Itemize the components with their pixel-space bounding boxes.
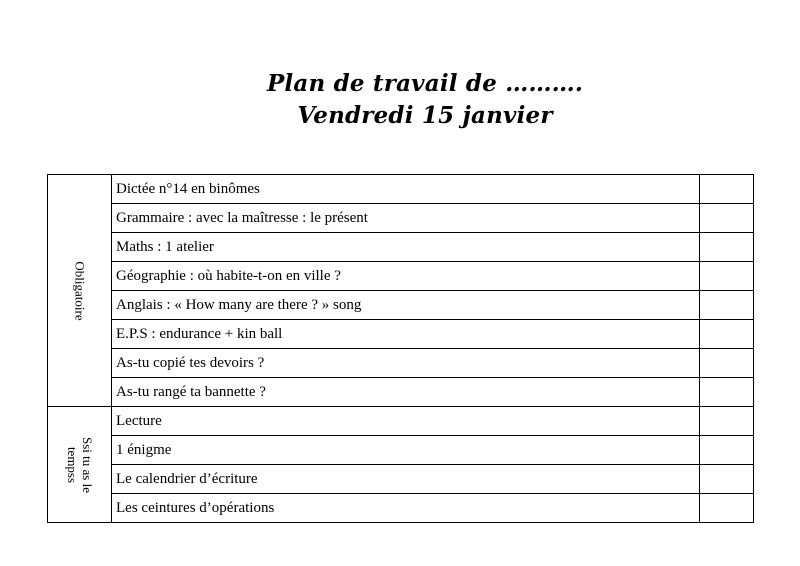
check-cell[interactable] (700, 494, 754, 523)
check-cell[interactable] (700, 175, 754, 204)
table-row (48, 465, 754, 494)
task-cell: As-tu copié tes devoirs ? (112, 349, 700, 378)
work-plan-table (47, 174, 754, 523)
table-row (48, 320, 754, 349)
check-cell[interactable] (700, 378, 754, 407)
task-cell: Les ceintures d’opérations (112, 494, 700, 523)
page-title: Plan de travail de ………. (266, 70, 584, 97)
check-cell[interactable] (700, 233, 754, 262)
check-cell[interactable] (700, 465, 754, 494)
section-label: Ssi tu as le tempss (64, 436, 95, 493)
table-row (48, 262, 754, 291)
task-cell: Le calendrier d’écriture (112, 465, 700, 494)
check-cell[interactable] (700, 262, 754, 291)
section-label: Obligatoire (72, 260, 87, 321)
check-cell[interactable] (700, 349, 754, 378)
table-row (48, 291, 754, 320)
page-subtitle-date: Vendredi 15 janvier (297, 102, 553, 129)
check-cell[interactable] (700, 407, 754, 436)
table-row (48, 175, 754, 204)
check-cell[interactable] (700, 204, 754, 233)
table-row (48, 436, 754, 465)
task-cell: Anglais : « How many are there ? » song (112, 291, 700, 320)
table-row (48, 349, 754, 378)
check-cell[interactable] (700, 436, 754, 465)
task-cell: Grammaire : avec la maîtresse : le présent (112, 204, 700, 233)
section-label-cell (48, 407, 112, 523)
check-cell[interactable] (700, 291, 754, 320)
table-row (48, 494, 754, 523)
task-cell: As-tu rangé ta bannette ? (112, 378, 700, 407)
task-cell: 1 énigme (112, 436, 700, 465)
task-cell: Dictée n°14 en binômes (112, 175, 700, 204)
task-cell: Maths : 1 atelier (112, 233, 700, 262)
table-row (48, 407, 754, 436)
table-row (48, 378, 754, 407)
check-cell[interactable] (700, 320, 754, 349)
task-cell: E.P.S : endurance + kin ball (112, 320, 700, 349)
task-cell: Géographie : où habite-t-on en ville ? (112, 262, 700, 291)
task-cell: Lecture (112, 407, 700, 436)
table-row (48, 233, 754, 262)
table-row (48, 204, 754, 233)
section-label-cell (48, 175, 112, 407)
